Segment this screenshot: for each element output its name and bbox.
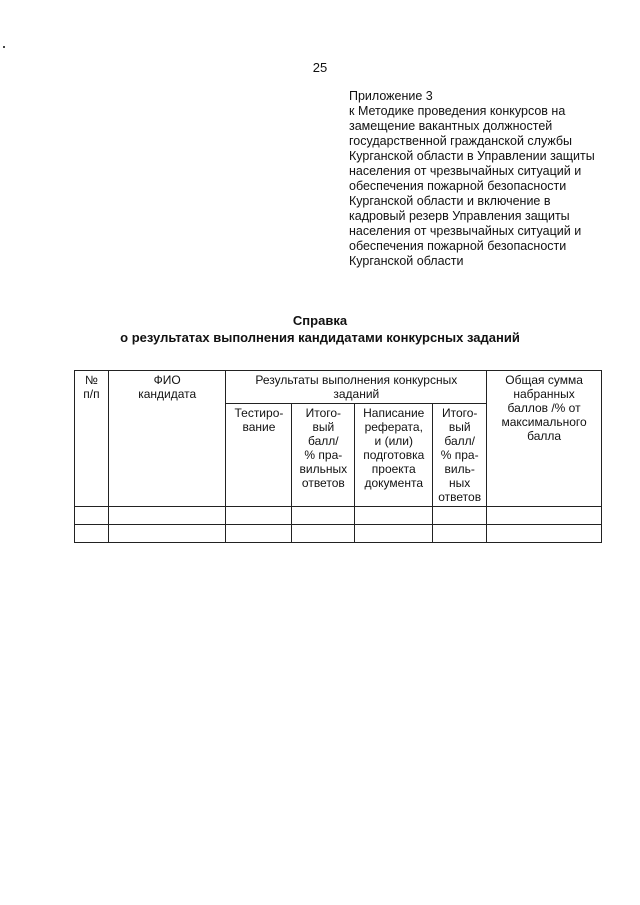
table-cell: [355, 525, 433, 543]
table-header-row: [75, 371, 602, 404]
header-number: № п/п: [75, 371, 109, 507]
table-cell: [108, 507, 226, 525]
appendix-block: [349, 89, 614, 269]
subheader-essay-score: Итого- вый балл/ % пра- виль- ных ответов: [433, 404, 487, 507]
table-cell: [75, 507, 109, 525]
table-cell: [355, 507, 433, 525]
page-number: 25: [312, 60, 328, 75]
table-cell: [433, 507, 487, 525]
appendix-line: обеспечения пожарной безопасности: [349, 179, 567, 193]
appendix-line: населения от чрезвычайных ситуаций и: [349, 224, 582, 238]
title-line-2: о результатах выполнения кандидатами конкурсных заданий: [120, 330, 520, 345]
appendix-line: Приложение 3: [349, 89, 433, 103]
table-cell: [226, 525, 292, 543]
appendix-line: кадровый резерв Управления защиты: [349, 209, 570, 223]
table-cell: [108, 525, 226, 543]
appendix-line: Курганской области и включение в: [349, 194, 551, 208]
table-cell: [75, 525, 109, 543]
table-cell: [292, 507, 355, 525]
table-cell: [226, 507, 292, 525]
appendix-line: Курганской области в Управлении защиты: [349, 149, 595, 163]
table-cell: [487, 507, 602, 525]
results-table: [74, 370, 602, 543]
appendix-line: Курганской области: [349, 254, 464, 268]
title-line-1: Справка: [292, 313, 348, 328]
header-total: Общая сумма набранных баллов /% от максимального балла: [487, 371, 602, 507]
appendix-line: государственной гражданской службы: [349, 134, 572, 148]
table-row: [75, 507, 602, 525]
subheader-essay: Написание реферата, и (или) подготовка проекта документа: [355, 404, 433, 507]
appendix-line: обеспечения пожарной безопасности: [349, 239, 567, 253]
table-cell: [433, 525, 487, 543]
margin-mark: [3, 46, 5, 48]
document-title: [0, 312, 640, 346]
appendix-line: замещение вакантных должностей: [349, 119, 553, 133]
header-results-group: Результаты выполнения конкурсных заданий: [226, 371, 487, 404]
appendix-line: к Методике проведения конкурсов на: [349, 104, 566, 118]
header-fio: ФИО кандидата: [108, 371, 226, 507]
table-cell: [292, 525, 355, 543]
subheader-testing-score: Итого- вый балл/ % пра- вильных ответов: [292, 404, 355, 507]
table-row: [75, 525, 602, 543]
subheader-testing: Тестиро- вание: [226, 404, 292, 507]
appendix-line: населения от чрезвычайных ситуаций и: [349, 164, 582, 178]
table-cell: [487, 525, 602, 543]
